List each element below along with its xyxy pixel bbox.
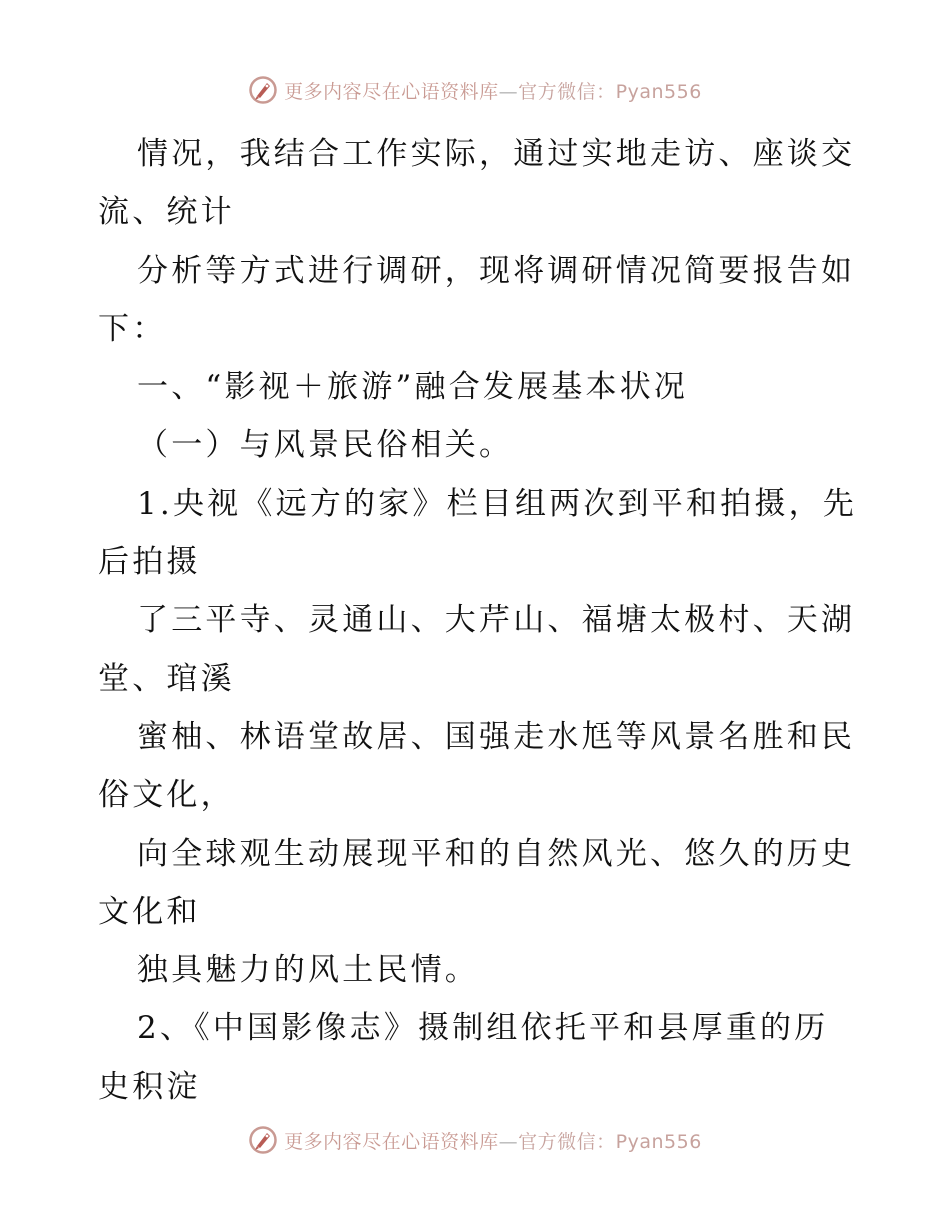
text-line: 1.央视《远方的家》栏目组两次到平和拍摄，先	[137, 485, 857, 522]
pen-nib-seal-icon	[248, 1125, 278, 1155]
footer-watermark	[0, 1122, 950, 1158]
text-line: 史积淀	[98, 1068, 201, 1105]
text-line: 后拍摄	[98, 544, 201, 581]
text-line: 独具魅力的风土民情。	[137, 952, 479, 989]
text-line: 情况，我结合工作实际，通过实地走访、座谈交	[137, 136, 856, 172]
header-watermark	[0, 72, 950, 108]
text-line: 堂、琯溪	[98, 660, 235, 697]
text-line: 下：	[98, 310, 167, 347]
separator-dash: —	[498, 80, 519, 103]
brand-name: 更多内容尽在心语资料库	[284, 1130, 499, 1153]
watermark-text	[284, 1127, 702, 1154]
separator-dash: —	[498, 1130, 519, 1153]
section-heading: 一、“影视＋旅游”融合发展基本状况	[137, 369, 689, 406]
wechat-id: 官方微信：Pyan556	[518, 80, 702, 103]
text-line: 2、《中国影像志》摄制组依托平和县厚重的历	[137, 1010, 829, 1047]
subsection-heading: （一）与风景民俗相关。	[137, 427, 514, 464]
text-line: 了三平寺、灵通山、大芹山、福塘太极村、天湖	[137, 602, 856, 639]
text-line: 文化和	[98, 893, 201, 930]
pen-nib-seal-icon	[248, 75, 278, 105]
brand-name: 更多内容尽在心语资料库	[284, 80, 499, 103]
wechat-id: 官方微信：Pyan556	[518, 1130, 702, 1153]
document-body	[98, 125, 858, 1116]
text-line: 俗文化，	[98, 777, 235, 814]
watermark-text	[284, 77, 702, 104]
text-line: 向全球观生动展现平和的自然风光、悠久的历史	[137, 835, 856, 872]
text-line: 蜜柚、林语堂故居、国强走水尪等风景名胜和民	[137, 718, 856, 755]
text-line: 分析等方式进行调研，现将调研情况简要报告如	[137, 252, 856, 289]
text-line: 流、统计	[98, 194, 235, 231]
